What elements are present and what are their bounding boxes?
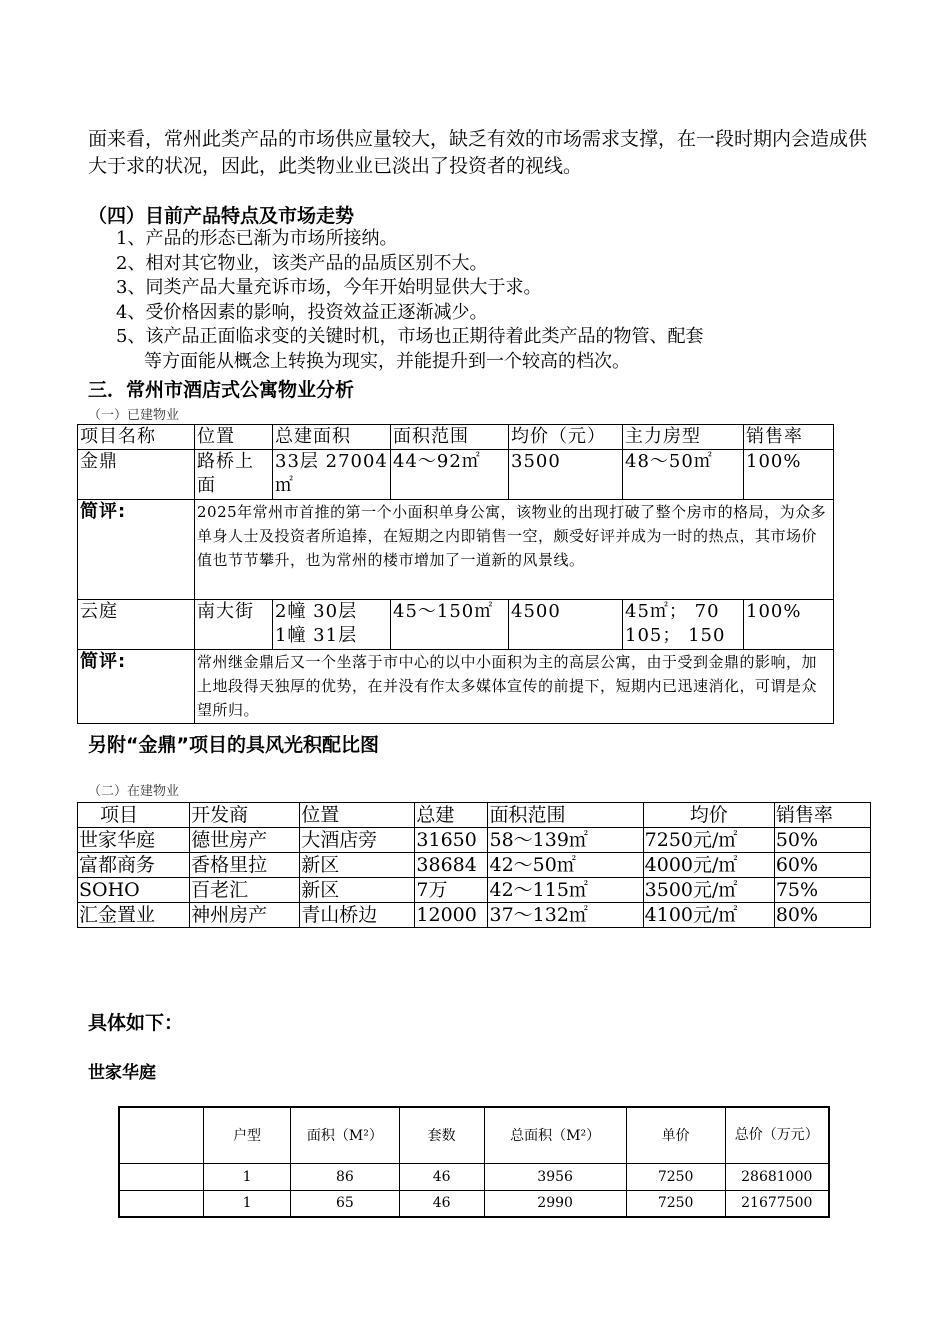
cell: 新区 <box>300 878 415 903</box>
header-cell: 总面积（M²） <box>484 1107 626 1163</box>
intro-paragraph: 面来看，常州此类产品的市场供应量较大，缺乏有效的市场需求支撑，在一段时期内会造成供大于求的状况，因此，此类物业业已淡出了投资者的视线。 <box>88 128 868 177</box>
cell: 百老汇 <box>190 878 300 903</box>
table-header-row <box>78 803 871 828</box>
cell-price: 3500 <box>509 450 623 500</box>
cell: 80% <box>774 903 870 928</box>
cell: 1 <box>204 1163 291 1190</box>
review-label: 简评: <box>78 500 195 600</box>
header-cell: 销售率 <box>774 803 870 828</box>
review-row <box>78 650 834 724</box>
list-item: 1、产品的形态已渐为市场所接纳。 <box>116 228 398 249</box>
cell: 大酒店旁 <box>300 828 415 853</box>
review-text: 常州继金鼎后又一个坐落于市中心的以中小面积为主的高层公寓，由于受到金鼎的影响，加上地段得天独厚的优势，在并没有作太多媒体宣传的前提下，短期内已迅速消化，可谓是众望所归。 <box>195 650 834 724</box>
table-row <box>78 903 871 928</box>
cell: 7250 <box>626 1190 725 1217</box>
cell: 7250 <box>626 1163 725 1190</box>
table-header-row <box>78 425 834 450</box>
table-row <box>78 600 834 650</box>
cell: 86 <box>290 1163 399 1190</box>
list-item: 4、受价格因素的影响，投资效益正逐渐减少。 <box>116 301 488 323</box>
cell-area <box>273 600 391 650</box>
cell-area-line: 1幢 31层 <box>275 625 358 646</box>
table-row <box>78 828 871 853</box>
cell-area-line: 2幢 30层 <box>275 601 358 622</box>
cell: 青山桥边 <box>300 903 415 928</box>
cell: 新区 <box>300 853 415 878</box>
list-item: 2、相对其它物业，该类产品的品质区别不大。 <box>116 252 488 274</box>
list-item: 3、同类产品大量充诉市场，今年开始明显供大于求。 <box>116 277 542 298</box>
construction-label: （二）在建物业 <box>88 784 180 799</box>
feature-list <box>116 227 876 374</box>
cell: 75% <box>774 878 870 903</box>
empty-cell <box>119 1163 204 1190</box>
list-item-continuation: 等方面能从概念上转换为现实，并能提升到一个较高的档次。 <box>144 350 630 372</box>
header-cell: 套数 <box>399 1107 484 1163</box>
header-cell: 面积范围 <box>391 425 509 450</box>
construction-properties-table <box>77 802 871 928</box>
project-detail-table <box>118 1106 830 1218</box>
cell: 汇金置业 <box>78 903 190 928</box>
table-row <box>78 450 834 500</box>
cell-location: 路桥上面 <box>195 450 273 500</box>
cell-type: 45㎡； 70 105； 150 <box>623 600 744 650</box>
section-4-heading: （四）目前产品特点及市场走势 <box>88 205 355 227</box>
cell: 3500元/㎡ <box>643 878 774 903</box>
cell: 37～132㎡ <box>488 903 643 928</box>
cell-range: 45～150㎡ <box>391 600 509 650</box>
review-text: 2025年常州市首推的第一个小面积单身公寓，该物业的出现打破了整个房市的格局，为众多单身人士及投资者所追捧，在短期之内即销售一空，颇受好评并成为一时的热点，其市场价值也节节攀升，也为常州的楼市增加了一道新的风景线。 <box>195 500 834 600</box>
table-header-row <box>119 1107 829 1163</box>
attachment-note: 另附“金鼎”项目的具风光积配比图 <box>88 734 379 756</box>
cell: 世家华庭 <box>78 828 190 853</box>
cell: 28681000 <box>725 1163 829 1190</box>
cell: 38684 <box>415 853 488 878</box>
header-cell: 均价 <box>643 803 774 828</box>
header-cell: 总价（万元） <box>725 1107 829 1163</box>
cell: 21677500 <box>725 1190 829 1217</box>
cell: 7250元/㎡ <box>643 828 774 853</box>
header-cell: 开发商 <box>190 803 300 828</box>
header-cell: 位置 <box>300 803 415 828</box>
details-heading: 具体如下： <box>88 1012 184 1034</box>
cell: 46 <box>399 1163 484 1190</box>
empty-cell <box>119 1190 204 1217</box>
cell: 4100元/㎡ <box>643 903 774 928</box>
header-cell: 总建面积 <box>273 425 391 450</box>
cell: 3956 <box>484 1163 626 1190</box>
header-cell: 均价（元） <box>509 425 623 450</box>
header-cell: 户型 <box>204 1107 291 1163</box>
header-cell: 面积（M²） <box>290 1107 399 1163</box>
cell: 7万 <box>415 878 488 903</box>
built-label: （一）已建物业 <box>88 408 180 423</box>
cell-location: 南大街 <box>195 600 273 650</box>
section-3-title: 三．常州市酒店式公寓物业分析 <box>88 379 355 401</box>
cell: 神州房产 <box>190 903 300 928</box>
list-item: 5、该产品正面临求变的关键时机，市场也正期待着此类产品的物管、配套 <box>116 326 704 347</box>
cell: 香格里拉 <box>190 853 300 878</box>
cell: 德世房产 <box>190 828 300 853</box>
header-cell: 位置 <box>195 425 273 450</box>
header-cell: 面积范围 <box>488 803 643 828</box>
review-row <box>78 500 834 600</box>
cell-area: 33层 27004㎡ <box>273 450 391 500</box>
section-3-heading <box>88 375 354 423</box>
header-cell: 总建 <box>415 803 488 828</box>
built-properties-table <box>77 424 834 724</box>
cell: 65 <box>290 1190 399 1217</box>
cell: 60% <box>774 853 870 878</box>
cell-rate: 100% <box>744 450 834 500</box>
cell-range: 44～92㎡ <box>391 450 509 500</box>
table-row <box>119 1190 829 1217</box>
cell: 2990 <box>484 1190 626 1217</box>
cell: 12000 <box>415 903 488 928</box>
cell-rate: 100% <box>744 600 834 650</box>
cell-name: 金鼎 <box>78 450 195 500</box>
cell: 4000元/㎡ <box>643 853 774 878</box>
table-row <box>78 878 871 903</box>
cell: 42～50㎡ <box>488 853 643 878</box>
review-label: 简评: <box>78 650 195 724</box>
project-heading: 世家华庭 <box>88 1063 156 1083</box>
header-cell: 销售率 <box>744 425 834 450</box>
table-row <box>78 853 871 878</box>
cell-price: 4500 <box>509 600 623 650</box>
header-cell: 主力房型 <box>623 425 744 450</box>
cell: 31650 <box>415 828 488 853</box>
empty-cell <box>119 1107 204 1163</box>
cell: 1 <box>204 1190 291 1217</box>
cell-type: 48～50㎡ <box>623 450 744 500</box>
header-cell: 单价 <box>626 1107 725 1163</box>
table-row <box>119 1163 829 1190</box>
cell: 58～139㎡ <box>488 828 643 853</box>
cell: 富都商务 <box>78 853 190 878</box>
cell: SOHO <box>78 878 190 903</box>
cell: 50% <box>774 828 870 853</box>
cell: 46 <box>399 1190 484 1217</box>
cell-name: 云庭 <box>78 600 195 650</box>
cell: 42～115㎡ <box>488 878 643 903</box>
header-cell: 项目名称 <box>78 425 195 450</box>
header-cell: 项目 <box>78 803 190 828</box>
